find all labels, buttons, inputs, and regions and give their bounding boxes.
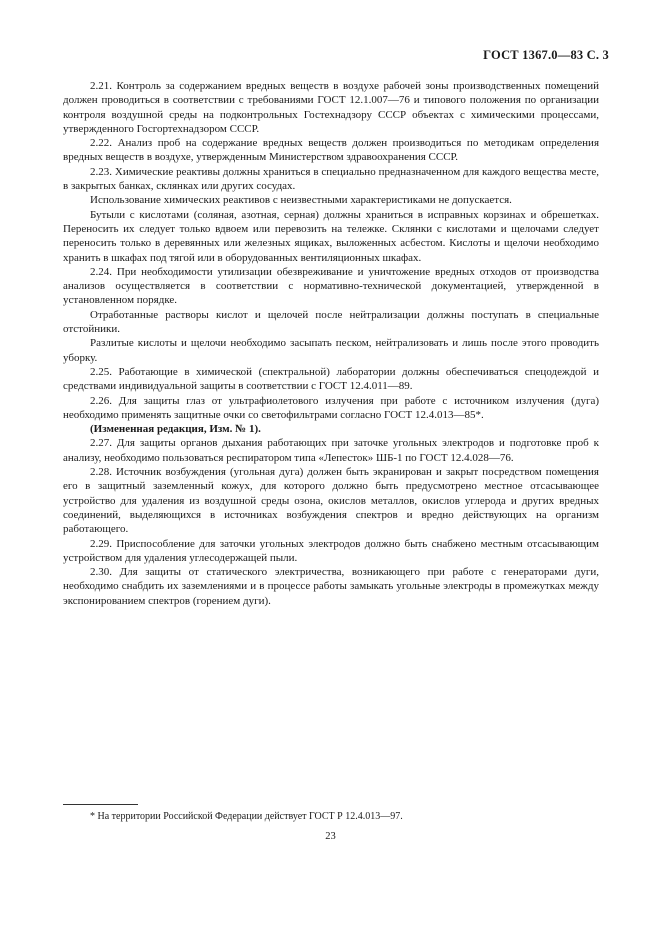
amendment-note: (Измененная редакция, Изм. № 1). [90,423,261,436]
paragraph-2-28: 2.28. Источник возбуждения (угольная дуга) должен быть экранирован и закрыт посредством помещения его в защитный заземленный кожух, для которого должно быть предусмотрено местное отсасывающее устройство для удаления из воздушной среды озона, окислов металлов, окислов углерода и других вредных соединений, выделяющихся в источниках возбуждения спектров и вредно действующих на организм работающего. [63,466,599,536]
paragraph-waste-solutions: Отработанные растворы кислот и щелочей после нейтрализации должны поступать в специальные отстойники. [63,308,599,336]
paragraph-2-24: 2.24. При необходимости утилизации обезвреживание и уничтожение вредных отходов от производства анализов осуществляется в соответствии с нормативно-технической документацией, утвержденной в установленном порядке. [63,265,599,307]
paragraph-2-25: 2.25. Работающие в химической (спектральной) лаборатории должны обеспечиваться спецодеждой и средствами индивидуальной защиты в соответствии с ГОСТ 12.4.011—89. [63,365,599,393]
paragraph-2-30: 2.30. Для защиты от статического электричества, возникающего при работе с генераторами дуги, необходимо снабдить их заземлениями и в процессе работы замыкать угольные электроды в промежутках между экспонированием спектров (горением дуги). [63,566,599,607]
paragraph-acids-storage: Бутыли с кислотами (соляная, азотная, серная) должны храниться в исправных корзинах и обрешетках. Переносить их следует только вдвоем или перевозить на тележке. Склянки с кислотами и щелочами следует переносить только в деревянных или железных ящиках, выложенных асбестом. Кислоты и щелочи необходимо хранить в шкафах под тягой или в оборудованных вентиляционных шкафах. [63,208,599,264]
page-number: 23 [325,831,336,842]
paragraph-2-23: 2.23. Химические реактивы должны храниться в специально предназначенном для каждого вещества месте, в закрытых банках, склянках или других сосудах. [63,165,599,193]
paragraph-spilled-acids: Разлитые кислоты и щелочи необходимо засыпать песком, нейтрализовать и лишь после этого проводить уборку. [63,337,599,364]
paragraph-2-26: 2.26. Для защиты глаз от ультрафиолетового излучения при работе с источником излучения (дуга) необходимо применять защитные очки со светофильтрами согласно ГОСТ 12.4.013—85*. [63,394,599,421]
document-body [63,79,599,608]
page-header: ГОСТ 1367.0—83 С. 3 [483,48,609,62]
footnote-divider [63,804,138,805]
paragraph-2-21: 2.21. Контроль за содержанием вредных веществ в воздухе рабочей зоны производственных помещений должен проводиться в соответствии с требованиями ГОСТ 12.1.007—76 и типового положения по организации контроля воздушной среды на подконтрольных Гостехнадзору СССР объектах с химическими процессами, утвержденного Госгортехнадзором СССР. [63,80,599,135]
paragraph-2-27: 2.27. Для защиты органов дыхания работающих при заточке угольных электродов и подготовке проб к анализу, необходимо пользоваться респиратором типа «Лепесток» ШБ-1 по ГОСТ 12.4.028—76. [63,437,599,464]
paragraph-2-22: 2.22. Анализ проб на содержание вредных веществ должен производиться по методикам определения вредных веществ в воздухе, утвержденным Министерством здравоохранения СССР. [63,137,599,164]
paragraph-2-29: 2.29. Приспособление для заточки угольных электродов должно быть снабжено местным отсасывающим устройством для удаления углесодержащей пыли. [63,537,599,564]
paragraph-reagents-note: Использование химических реактивов с неизвестными характеристиками не допускается. [90,194,512,207]
footnote: * На территории Российской Федерации действует ГОСТ Р 12.4.013—97. [90,811,403,822]
